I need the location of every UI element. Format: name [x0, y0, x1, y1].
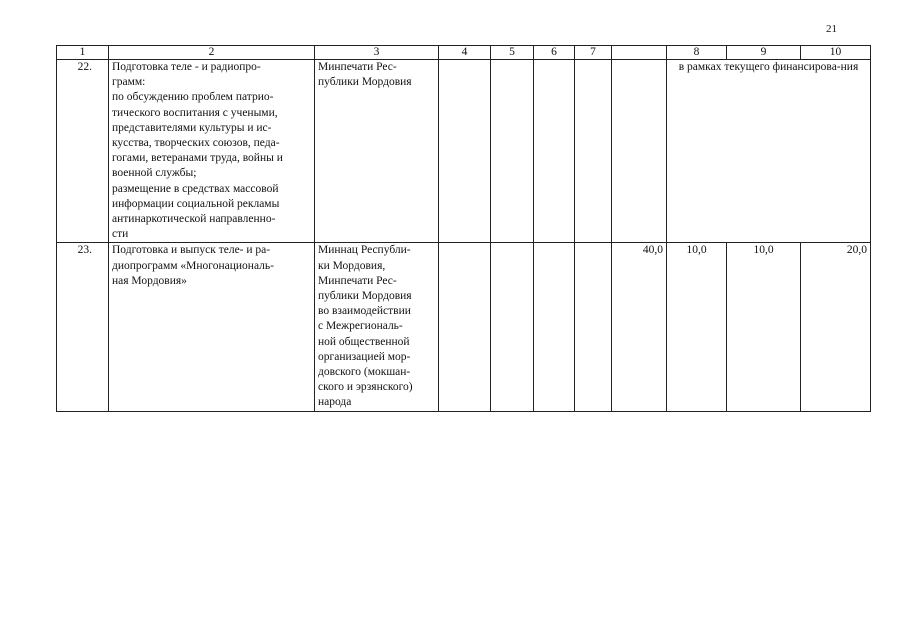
header-cell: 2 — [109, 46, 315, 60]
text-line: ная Мордовия» — [112, 274, 187, 287]
plan-table — [56, 45, 871, 412]
text-line: с Межрегиональ- — [318, 320, 403, 333]
empty-cell — [534, 243, 575, 411]
header-cell: 6 — [534, 46, 575, 60]
row-number: 22. — [57, 60, 109, 243]
empty-cell — [491, 243, 534, 411]
header-cell: 8 — [667, 46, 727, 60]
header-cell: 9 — [727, 46, 801, 60]
col8-value: 10,0 — [667, 243, 727, 411]
text-line: публики Мордовия — [318, 76, 412, 89]
empty-cell — [439, 243, 491, 411]
row-description — [109, 60, 315, 243]
text-line: ной общественной — [318, 335, 410, 348]
empty-cell — [612, 60, 667, 243]
text-line: антинаркотической направленно- — [112, 213, 276, 226]
text-line: размещение в средствах массовой — [112, 182, 279, 195]
text-line: представителями культуры и ис- — [112, 121, 272, 134]
row-number: 23. — [57, 243, 109, 411]
text-line: организацией мор- — [318, 350, 411, 363]
text-line: грамм: — [112, 76, 146, 89]
total-value: 40,0 — [612, 243, 667, 411]
text-line: ки Мордовия, — [318, 259, 386, 272]
text-line: кусства, творческих союзов, педа- — [112, 137, 280, 150]
text-line: информации социальной рекламы — [112, 197, 280, 210]
header-cell: 5 — [491, 46, 534, 60]
table-row — [57, 60, 871, 243]
empty-cell — [491, 60, 534, 243]
text-line: сти — [112, 228, 129, 241]
empty-cell — [534, 60, 575, 243]
header-cell: 10 — [801, 46, 871, 60]
col9-value: 10,0 — [727, 243, 801, 411]
header-cell — [612, 46, 667, 60]
row-responsible — [315, 243, 439, 411]
empty-cell — [575, 243, 612, 411]
row-responsible — [315, 60, 439, 243]
col10-value: 20,0 — [801, 243, 871, 411]
text-line: тического воспитания с учеными, — [112, 106, 278, 119]
text-line: Подготовка теле - и радиопро- — [112, 61, 261, 73]
text-line: во взаимодействии — [318, 305, 411, 318]
text-line: публики Мордовия — [318, 290, 412, 303]
header-cell: 7 — [575, 46, 612, 60]
header-cell: 1 — [57, 46, 109, 60]
header-cell: 3 — [315, 46, 439, 60]
text-line: диопрограмм «Многонациональ- — [112, 259, 274, 272]
text-line: Минпечати Рес- — [318, 274, 397, 287]
text-line: народа — [318, 396, 352, 409]
row-description — [109, 243, 315, 411]
financing-note: в рамках текущего финансирова-ния — [667, 60, 871, 243]
header-row — [57, 46, 871, 60]
text-line: ского и эрзянского) — [318, 381, 413, 394]
text-line: Минпечати Рес- — [318, 61, 397, 73]
page-number: 21 — [826, 23, 837, 35]
text-line: по обсуждению проблем патрио- — [112, 91, 274, 104]
text-line: довского (мокшан- — [318, 366, 411, 379]
text-line: гогами, ветеранами труда, войны и — [112, 152, 283, 165]
text-line: Подготовка и выпуск теле- и ра- — [112, 244, 271, 257]
text-line: военной службы; — [112, 167, 197, 180]
table-row — [57, 243, 871, 411]
header-cell: 4 — [439, 46, 491, 60]
empty-cell — [439, 60, 491, 243]
text-line: Миннац Республи- — [318, 244, 411, 257]
empty-cell — [575, 60, 612, 243]
